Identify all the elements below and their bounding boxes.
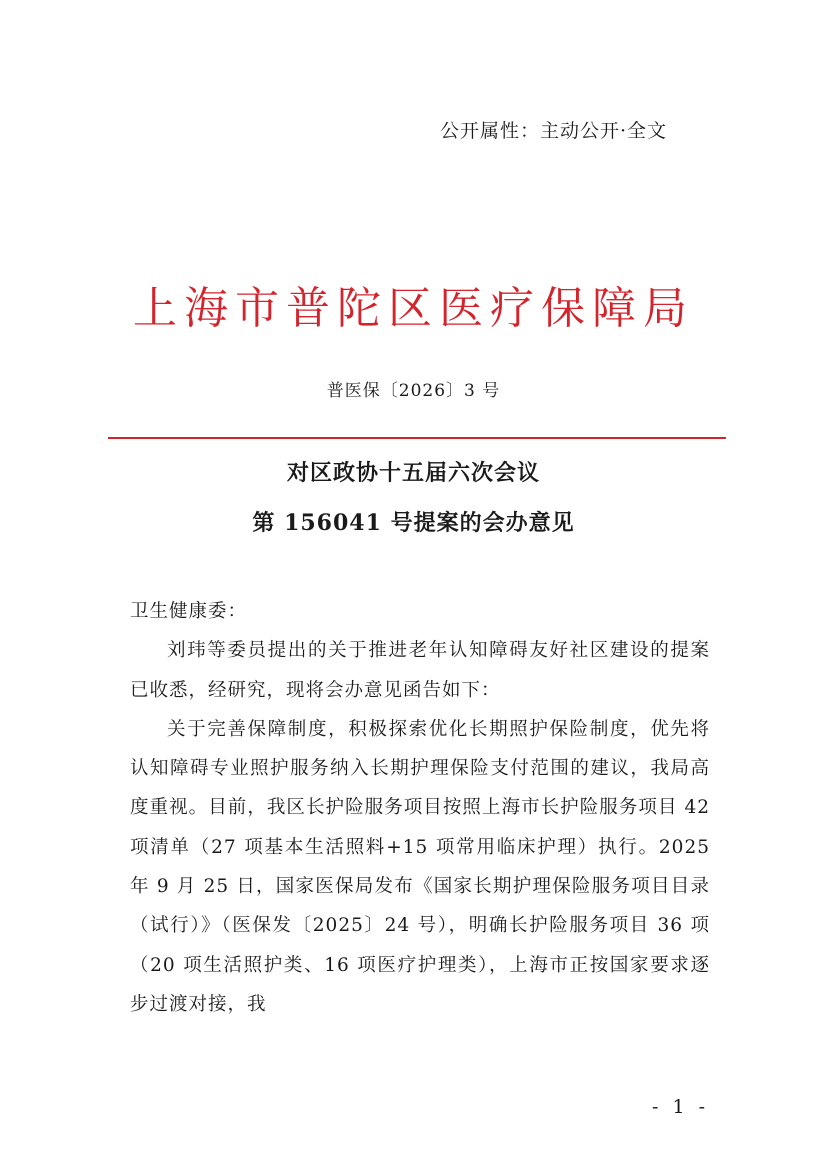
document-subject-line-1: 对区政协十五届六次会议 [286, 460, 540, 486]
organization-letterhead: 上海市普陀区医疗保障局 [133, 283, 694, 334]
addressee: 卫生健康委： [130, 601, 248, 622]
disclosure-attribute: 公开属性：主动公开·全文 [440, 120, 668, 142]
document-subject-line-2: 第 156041 号提案的会办意见 [252, 510, 575, 536]
document-body [130, 592, 710, 1024]
body-paragraph-2: 关于完善保障制度，积极探索优化长期照护保险制度，优先将认知障碍专业照护服务纳入长期护理保险支付范围的建议，我局高度重视。目前，我区长护险服务项目按照上海市长护险服务项目 42 项清单（27 项基本生活照料+15 项常用临床护理）执行。2025 年 9 月 25 日，国家医保局发布《国家长期护理保险服务项目目录（试行）》（医保发〔2025〕24 号），明确长护险服务项目 36 项（20 项生活照护类、16 项医疗护理类），上海市正按国家要求逐步过渡对接，我 [130, 718, 710, 1015]
document-number: 普医保〔2026〕3 号 [326, 381, 501, 401]
body-paragraph-1: 刘玮等委员提出的关于推进老年认知障碍友好社区建设的提案已收悉，经研究，现将会办意见函告如下： [130, 640, 710, 701]
letterhead-red-rule [108, 437, 726, 439]
page-number: - 1 - [652, 1096, 710, 1118]
